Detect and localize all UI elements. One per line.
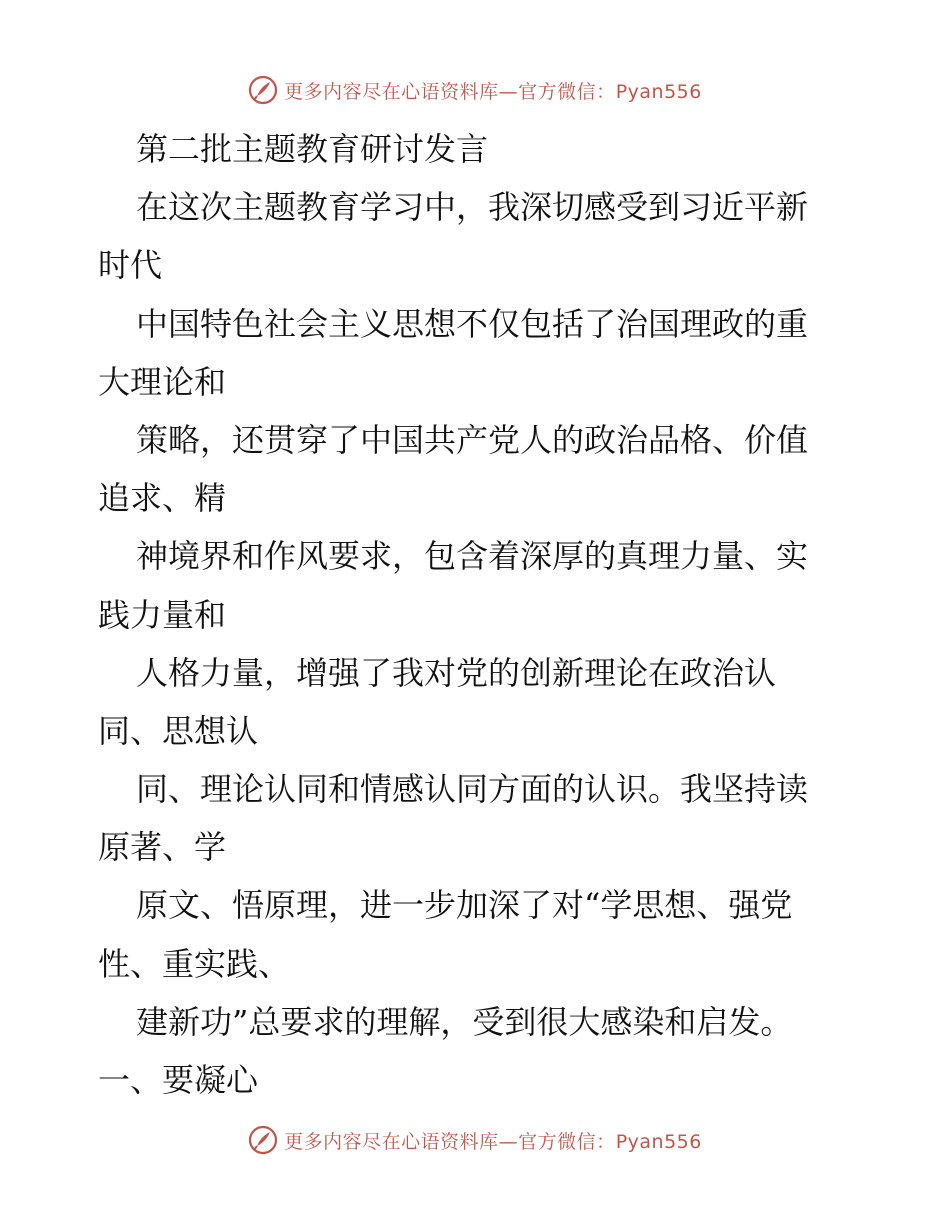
- text-line: 同、理论认同和情感认同方面的认识。我坚持读: [136, 770, 809, 809]
- document-title: 第二批主题教育研讨发言: [136, 130, 489, 168]
- watermark-text: [284, 77, 702, 104]
- watermark-separator: —: [498, 80, 519, 103]
- watermark-site: 更多内容尽在心语资料库: [284, 1130, 499, 1153]
- footer-watermark: [0, 1122, 950, 1158]
- text-line: 大理论和: [98, 362, 227, 401]
- watermark-wechat-id: Pyan556: [615, 80, 702, 103]
- text-line: 一、要凝心: [98, 1061, 259, 1099]
- text-line: 同、思想认: [98, 711, 259, 750]
- text-line: 原著、学: [98, 828, 227, 867]
- text-line: 神境界和作风要求，包含着深厚的真理力量、实: [136, 537, 809, 576]
- document-body: [98, 120, 858, 1109]
- feather-circle-logo-icon: [248, 1125, 278, 1155]
- watermark-site: 更多内容尽在心语资料库: [284, 80, 499, 103]
- text-line: 在这次主题教育学习中，我深切感受到习近平新: [136, 188, 809, 227]
- text-line: 人格力量，增强了我对党的创新理论在政治认: [136, 653, 777, 692]
- header-watermark: [0, 72, 950, 108]
- text-line: 原文、悟原理，进一步加深了对“学思想、强党: [136, 886, 793, 925]
- text-line: 策略，还贯穿了中国共产党人的政治品格、价值: [136, 420, 809, 459]
- watermark-separator: —: [498, 1130, 519, 1153]
- text-line: 追求、精: [98, 479, 227, 518]
- watermark-text: [284, 1127, 702, 1154]
- watermark-wechat-label: 官方微信：: [518, 1130, 616, 1153]
- text-line: 中国特色社会主义思想不仅包括了治国理政的重: [136, 304, 809, 343]
- watermark-wechat-label: 官方微信：: [518, 80, 616, 103]
- watermark-wechat-id: Pyan556: [615, 1130, 702, 1153]
- text-line: 建新功”总要求的理解，受到很大感染和启发。: [136, 1002, 793, 1041]
- text-line: 践力量和: [98, 595, 227, 634]
- text-line: 时代: [98, 246, 163, 285]
- feather-circle-logo-icon: [248, 75, 278, 105]
- text-line: 性、重实践、: [98, 944, 291, 983]
